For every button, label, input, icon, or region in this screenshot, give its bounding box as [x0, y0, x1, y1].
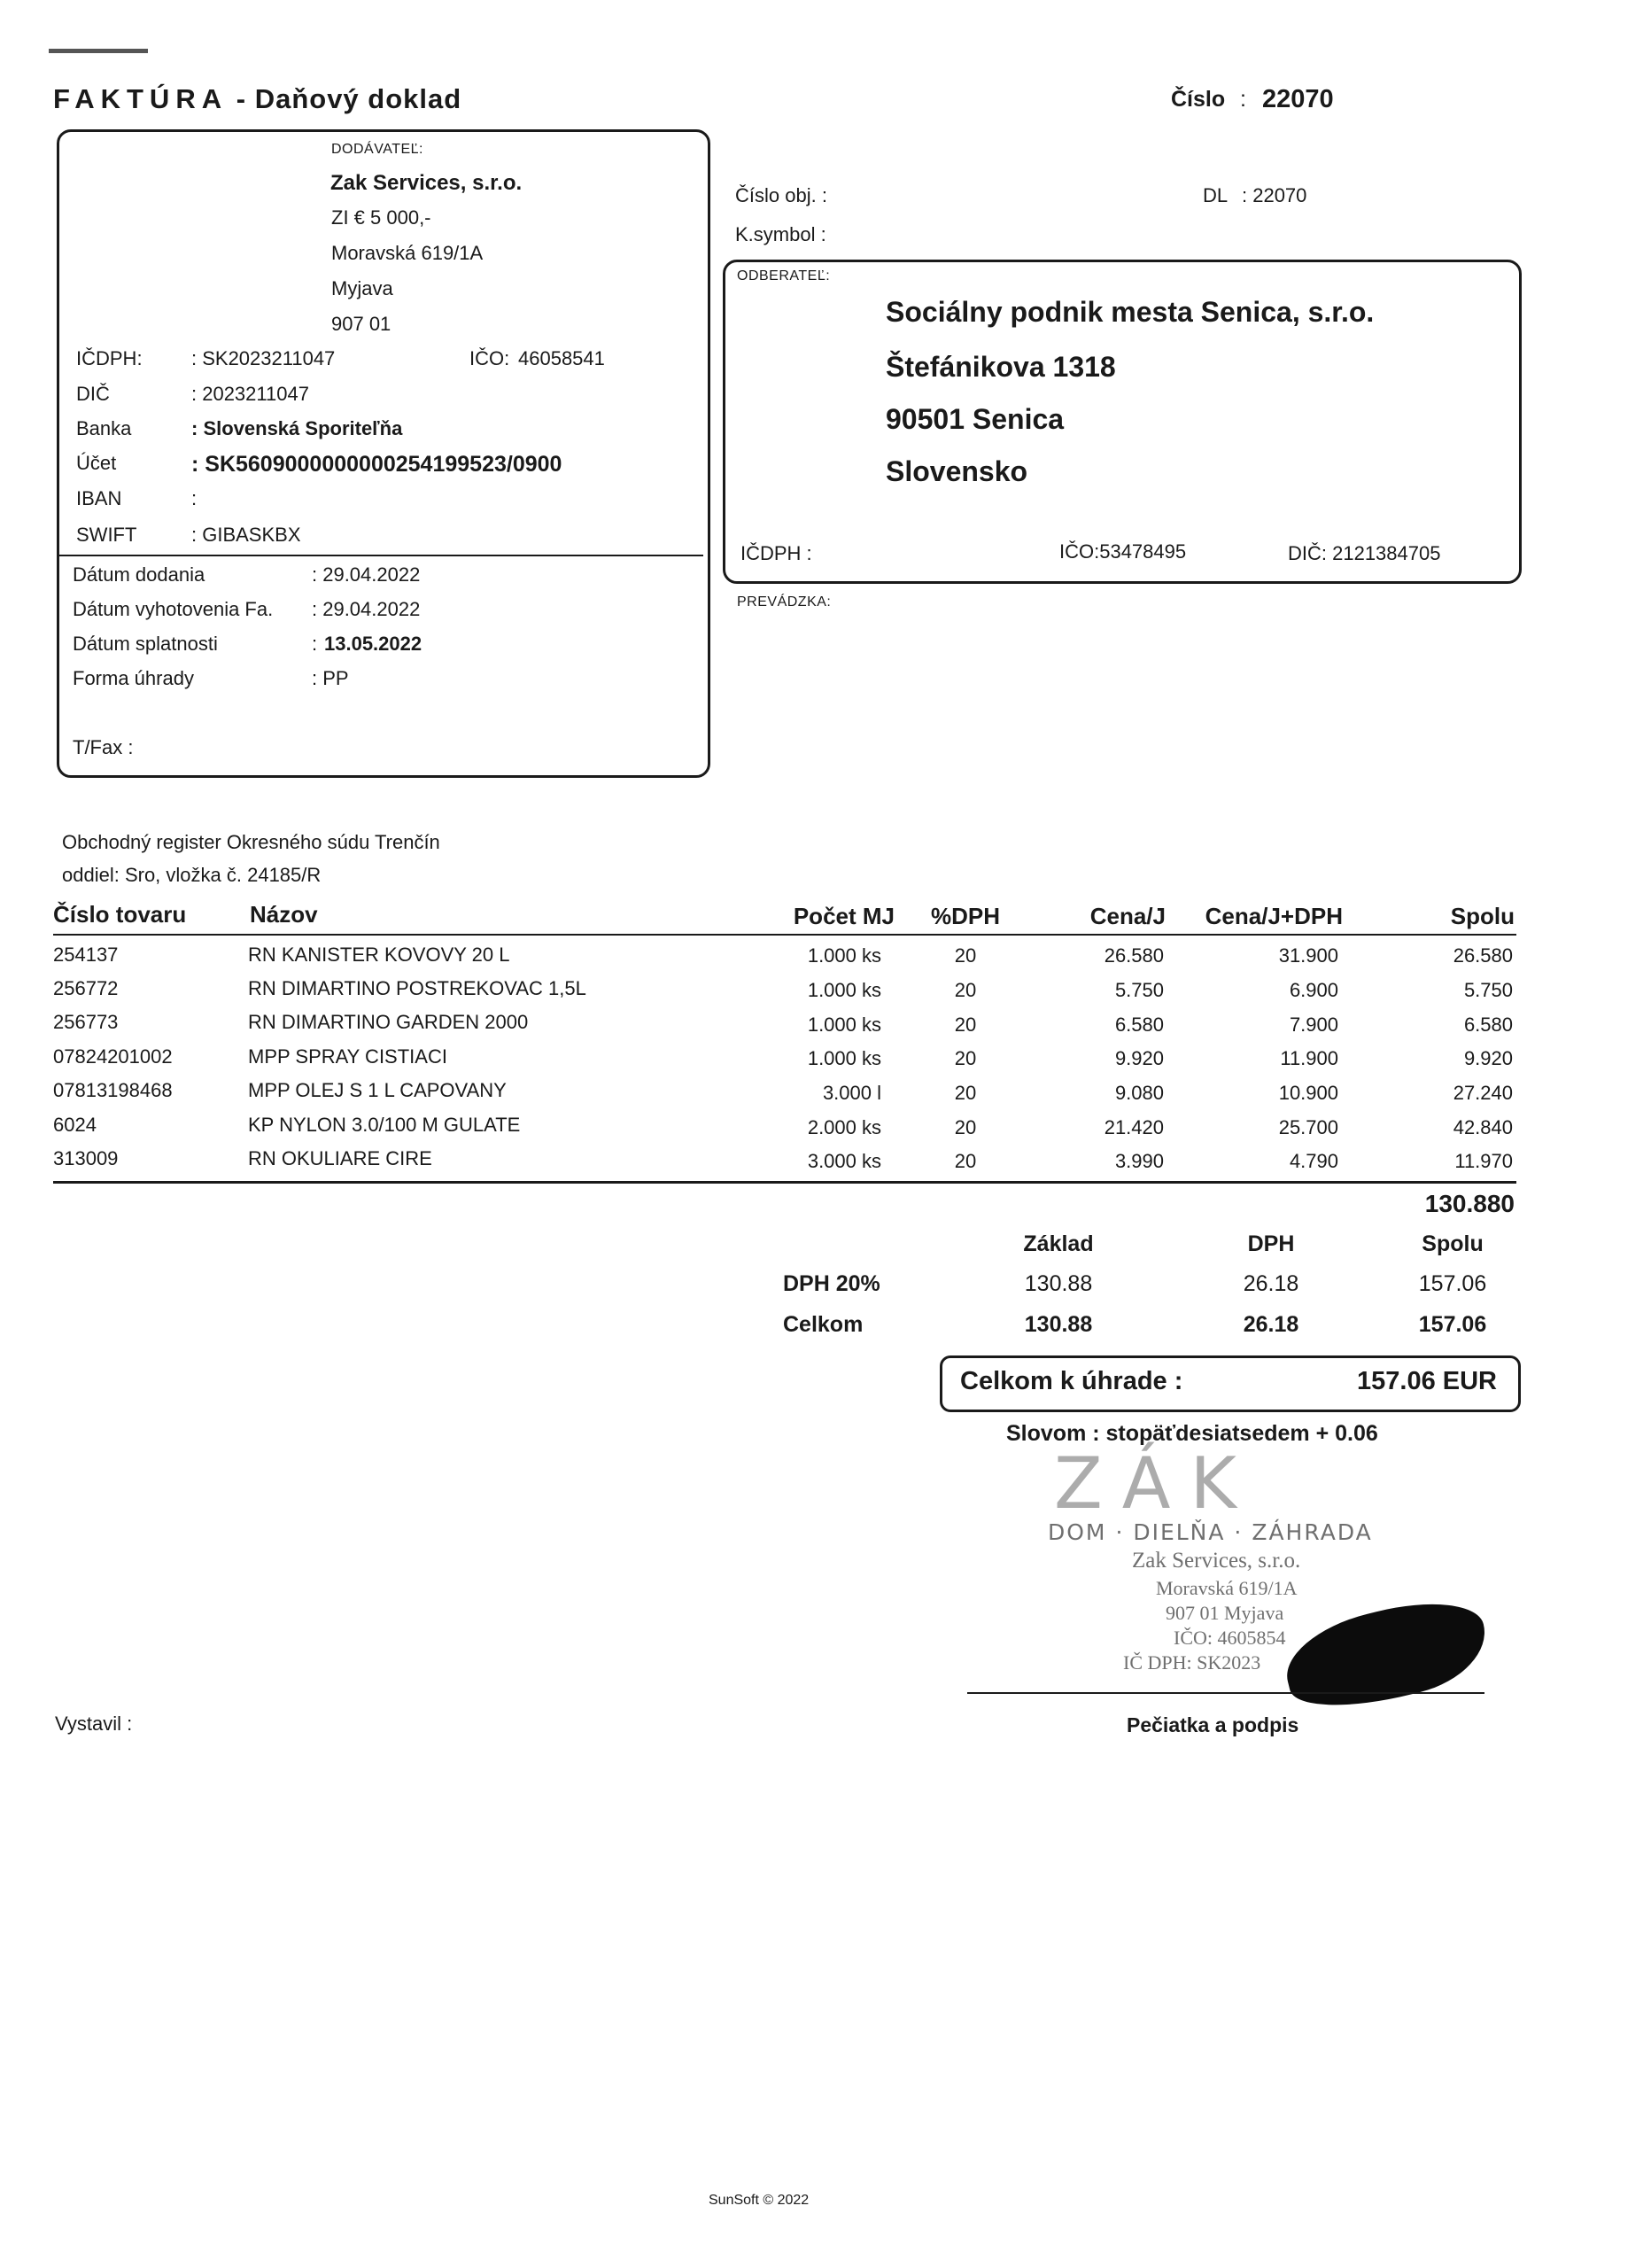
summary-header-vat: DPH: [1247, 1231, 1295, 1256]
row-vat: 20: [954, 1082, 977, 1104]
supplier-swift-value: : GIBASKBX: [191, 524, 301, 546]
row-name: RN DIMARTINO POSTREKOVAC 1,5L: [248, 977, 586, 999]
supplier-name: Zak Services, s.r.o.: [330, 171, 523, 195]
supplier-capital: ZI € 5 000,-: [331, 206, 431, 229]
summary-row2-vat: 26.18: [1243, 1312, 1299, 1337]
premises-caption: PREVÁDZKA:: [737, 594, 832, 610]
grand-total: 130.880: [1424, 1190, 1515, 1217]
row-price: 9.920: [1114, 1047, 1164, 1069]
invoice-number: 22070: [1262, 85, 1334, 113]
customer-ico: IČO:53478495: [1059, 540, 1187, 563]
row-total: 27.240: [1453, 1082, 1513, 1104]
stamp-tagline: DOM · DIELŇA · ZÁHRADA: [1048, 1519, 1373, 1545]
stamp-line-1: Zak Services, s.r.o.: [1132, 1549, 1301, 1573]
amount-due-value: 157.06 EUR: [1357, 1367, 1497, 1395]
supplier-account-value: : SK5609000000000254199523/0900: [191, 452, 562, 477]
row-name: RN DIMARTINO GARDEN 2000: [248, 1011, 529, 1033]
customer-dic: DIČ: 2121384705: [1288, 542, 1441, 564]
row-qty: 2.000 ks: [807, 1116, 881, 1138]
due-date-colon: :: [312, 633, 318, 655]
payment-method-value: : PP: [312, 667, 349, 689]
delivery-note-label: DL: [1203, 184, 1229, 206]
supplier-icdph-value: : SK2023211047: [191, 347, 336, 369]
top-rule: [49, 49, 148, 53]
summary-row1-vat: 26.18: [1243, 1271, 1299, 1296]
row-vat: 20: [954, 944, 977, 967]
register-line-1: Obchodný register Okresného súdu Trenčín: [62, 831, 440, 853]
supplier-dic-label: DIČ: [76, 383, 110, 405]
row-name: RN KANISTER KOVOVY 20 L: [248, 944, 510, 966]
col-header-name: Názov: [250, 901, 318, 928]
row-price: 9.080: [1114, 1082, 1164, 1104]
row-price-vat: 31.900: [1278, 944, 1338, 967]
supplier-account-label: Účet: [76, 452, 117, 474]
row-code: 256772: [53, 977, 119, 999]
supplier-zip: 907 01: [331, 313, 391, 335]
signature-label: Pečiatka a podpis: [1127, 1713, 1299, 1736]
row-price-vat: 10.900: [1278, 1082, 1338, 1104]
row-code: 6024: [53, 1114, 97, 1136]
supplier-icdph-label: IČDPH:: [76, 347, 143, 369]
row-total: 42.840: [1453, 1116, 1513, 1138]
delivery-note-value: : 22070: [1242, 184, 1307, 206]
row-qty: 1.000 ks: [807, 944, 881, 967]
amount-due-label: Celkom k úhrade :: [960, 1367, 1183, 1395]
row-code: 313009: [53, 1147, 119, 1169]
summary-row1-base: 130.88: [1024, 1271, 1093, 1296]
supplier-iban-value: :: [191, 487, 198, 509]
row-code: 07824201002: [53, 1045, 173, 1068]
col-header-vat: %DPH: [930, 903, 1000, 929]
document-title: [53, 83, 461, 115]
row-vat: 20: [954, 979, 977, 1001]
payment-method-label: Forma úhrady: [73, 667, 194, 689]
col-header-qty: Počet MJ: [793, 903, 895, 929]
row-vat: 20: [954, 1014, 977, 1036]
row-price-vat: 4.790: [1289, 1150, 1338, 1172]
amount-in-words: Slovom : stopäťdesiatsedem + 0.06: [1006, 1421, 1378, 1446]
supplier-iban-label: IBAN: [76, 487, 122, 509]
col-header-total: Spolu: [1450, 903, 1515, 929]
row-total: 6.580: [1463, 1014, 1513, 1036]
customer-name: Sociálny podnik mesta Senica, s.r.o.: [886, 296, 1375, 328]
signature-line: [967, 1692, 1484, 1694]
row-name: MPP OLEJ S 1 L CAPOVANY: [248, 1079, 507, 1101]
row-name: KP NYLON 3.0/100 M GULATE: [248, 1114, 521, 1136]
row-total: 5.750: [1463, 979, 1513, 1001]
row-qty: 3.000 l: [822, 1082, 881, 1104]
col-header-code: Číslo tovaru: [53, 901, 187, 928]
delivery-date-value: : 29.04.2022: [312, 563, 421, 586]
title-dash: -: [236, 83, 247, 114]
title-sub: Daňový doklad: [254, 83, 462, 114]
summary-row2-base: 130.88: [1024, 1312, 1093, 1337]
register-line-2: oddiel: Sro, vložka č. 24185/R: [62, 864, 322, 886]
row-price-vat: 7.900: [1289, 1014, 1338, 1036]
customer-icdph-label: IČDPH :: [740, 542, 812, 564]
row-vat: 20: [954, 1150, 977, 1172]
summary-header-total: Spolu: [1422, 1231, 1484, 1256]
row-price: 3.990: [1114, 1150, 1164, 1172]
supplier-ico-label: IČO:: [469, 347, 510, 369]
delivery-date-label: Dátum dodania: [73, 563, 205, 586]
col-header-price: Cena/J: [1089, 903, 1166, 929]
summary-row1-label: DPH 20%: [783, 1271, 880, 1296]
supplier-bank-value: : Slovenská Sporiteľňa: [191, 417, 403, 439]
row-vat: 20: [954, 1116, 977, 1138]
software-footer: SunSoft © 2022: [709, 2193, 810, 2208]
invoice-number-label: Číslo: [1171, 87, 1226, 112]
signature-scribble: [1276, 1588, 1495, 1723]
table-footer-rule: [53, 1181, 1516, 1184]
stamp-line-4: IČO: 4605854: [1174, 1627, 1286, 1649]
row-total: 11.970: [1454, 1150, 1513, 1172]
title-main: FAKTÚRA: [53, 83, 229, 114]
customer-country: Slovensko: [886, 455, 1028, 487]
order-number-label: Číslo obj. :: [735, 184, 827, 206]
row-price-vat: 11.900: [1280, 1047, 1338, 1069]
summary-header-base: Základ: [1023, 1231, 1094, 1256]
supplier-street: Moravská 619/1A: [331, 242, 484, 264]
row-price: 26.580: [1104, 944, 1164, 967]
summary-row2-total: 157.06: [1418, 1312, 1487, 1337]
row-code: 254137: [53, 944, 119, 966]
row-qty: 1.000 ks: [807, 1047, 881, 1069]
stamp-line-5: IČ DPH: SK2023: [1123, 1651, 1261, 1674]
row-qty: 1.000 ks: [807, 979, 881, 1001]
fax-label: T/Fax :: [73, 736, 134, 758]
customer-street: Štefánikova 1318: [886, 351, 1116, 383]
supplier-caption: DODÁVATEĽ:: [331, 142, 423, 157]
invoice-number-colon: :: [1240, 87, 1246, 112]
row-qty: 1.000 ks: [807, 1014, 881, 1036]
customer-city: 90501 Senica: [886, 403, 1065, 435]
row-price-vat: 25.700: [1278, 1116, 1338, 1138]
issue-date-value: : 29.04.2022: [312, 598, 421, 620]
row-name: RN OKULIARE CIRE: [248, 1147, 432, 1169]
ksymbol-label: K.symbol :: [735, 223, 826, 245]
row-vat: 20: [954, 1047, 977, 1069]
issued-by-label: Vystavil :: [55, 1713, 133, 1735]
row-price: 21.420: [1104, 1116, 1164, 1138]
row-price-vat: 6.900: [1289, 979, 1338, 1001]
supplier-ico-value: 46058541: [518, 347, 605, 369]
stamp-logo: ZÁK: [1054, 1442, 1256, 1525]
customer-caption: ODBERATEĽ:: [737, 268, 831, 284]
row-total: 9.920: [1463, 1047, 1513, 1069]
col-header-price-vat: Cena/J+DPH: [1205, 903, 1343, 929]
row-price: 6.580: [1114, 1014, 1164, 1036]
supplier-bank-label: Banka: [76, 417, 132, 439]
due-date-label: Dátum splatnosti: [73, 633, 218, 655]
row-total: 26.580: [1453, 944, 1513, 967]
summary-row1-total: 157.06: [1418, 1271, 1487, 1296]
summary-row2-label: Celkom: [783, 1312, 864, 1337]
stamp-line-3: 907 01 Myjava: [1166, 1602, 1284, 1624]
table-header-rule: [53, 934, 1516, 936]
row-name: MPP SPRAY CISTIACI: [248, 1045, 447, 1068]
supplier-dic-value: : 2023211047: [191, 383, 309, 405]
due-date-value: 13.05.2022: [324, 633, 422, 655]
row-code: 256773: [53, 1011, 119, 1033]
row-code: 07813198468: [53, 1079, 173, 1101]
row-qty: 3.000 ks: [807, 1150, 881, 1172]
supplier-swift-label: SWIFT: [76, 524, 137, 546]
stamp-line-2: Moravská 619/1A: [1156, 1577, 1298, 1599]
supplier-divider: [59, 555, 703, 556]
row-price: 5.750: [1114, 979, 1164, 1001]
issue-date-label: Dátum vyhotovenia Fa.: [73, 598, 274, 620]
supplier-city: Myjava: [331, 277, 393, 299]
